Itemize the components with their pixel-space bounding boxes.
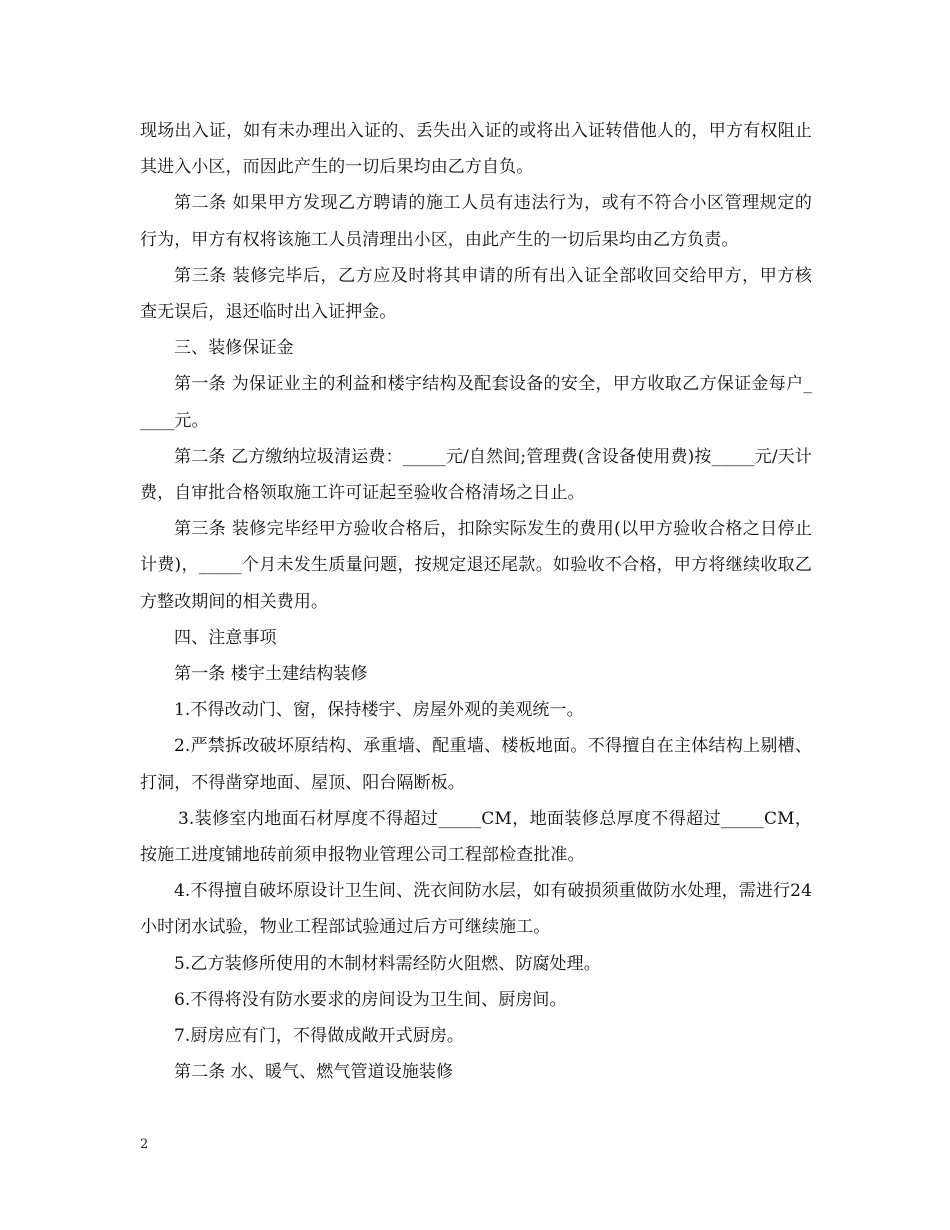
paragraph-deposit-article-3: 第三条 装修完毕经甲方验收合格后，扣除实际发生的费用(以甲方验收合格之日停止计费)，_____个月未发生质量问题，按规定退还尾款。如验收不合格，甲方将继续收取乙方整改期间的相关费用。 <box>140 519 812 612</box>
list-item-2: 2.严禁拆改破坏原结构、承重墙、配重墙、楼板地面。不得擅自在主体结构上剔槽、打洞，不得凿穿地面、屋顶、阳台隔断板。 <box>140 736 812 793</box>
list-item-1: 1.不得改动门、窗，保持楼宇、房屋外观的美观统一。 <box>174 700 584 721</box>
list-item-4: 4.不得擅自破坏原设计卫生间、洗衣间防水层，如有破损须重做防水处理，需进行24小时闭水试验，物业工程部试验通过后方可继续施工。 <box>140 881 812 938</box>
section-heading-deposit: 三、装修保证金 <box>174 338 294 359</box>
section-heading-notes: 四、注意事项 <box>174 627 277 648</box>
paragraph-deposit-article-2: 第二条 乙方缴纳垃圾清运费：_____元/自然间;管理费(含设备使用费)按_____元/天计费，自审批合格领取施工许可证起至验收合格清场之日止。 <box>140 446 812 504</box>
paragraph-article-3-return-pass: 第三条 装修完毕后，乙方应及时将其申请的所有出入证全部收回交给甲方，甲方核查无误后，退还临时出入证押金。 <box>140 265 812 323</box>
paragraph-deposit-article-1: 第一条 为保证业主的利益和楼宇结构及配套设备的安全，甲方收取乙方保证金每户_____元。 <box>140 374 812 431</box>
list-item-5: 5.乙方装修所使用的木制材料需经防火阻燃、防腐处理。 <box>174 953 601 974</box>
paragraph-pass-continuation: 现场出入证，如有未办理出入证的、丢失出入证的或将出入证转借他人的，甲方有权阻止其进入小区，而因此产生的一切后果均由乙方自负。 <box>140 121 812 178</box>
page-number: 2 <box>140 1137 149 1152</box>
paragraph-article-2-violation: 第二条 如果甲方发现乙方聘请的施工人员有违法行为，或有不符合小区管理规定的行为，甲方有权将该施工人员清理出小区，由此产生的一切后果均由乙方负责。 <box>140 193 812 250</box>
list-item-7: 7.厨房应有门，不得做成敞开式厨房。 <box>174 1026 465 1047</box>
subheading-structure-renovation: 第一条 楼宇土建结构装修 <box>174 664 368 685</box>
list-item-6: 6.不得将没有防水要求的房间设为卫生间、厨房间。 <box>174 989 567 1010</box>
document-body <box>140 113 812 1090</box>
list-item-3: 3.装修室内地面石材厚度不得超过_____CM，地面装修总厚度不得超过_____CM，按施工进度铺地砖前须申报物业管理公司工程部检查批准。 <box>140 808 812 866</box>
subheading-pipes-renovation: 第二条 水、暖气、燃气管道设施装修 <box>174 1062 454 1083</box>
